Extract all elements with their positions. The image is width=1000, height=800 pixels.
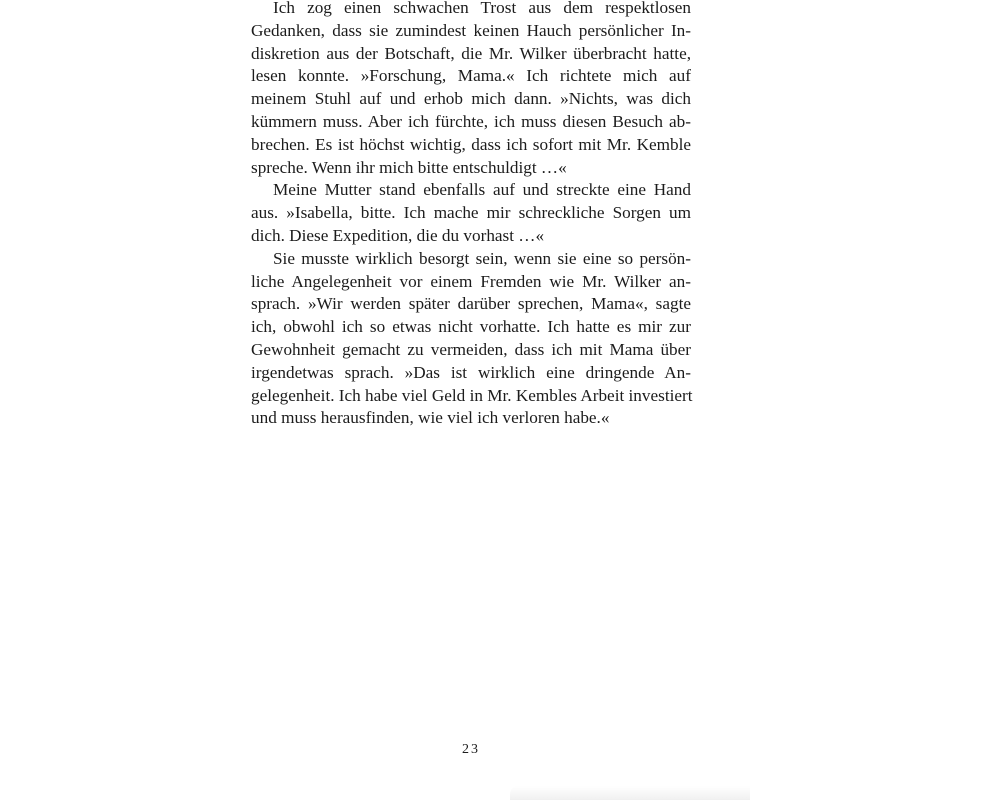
- text-line: kümmern muss. Aber ich fürchte, ich muss diesen Besuch ab-: [251, 111, 691, 131]
- text-line: Gewohnheit gemacht zu vermeiden, dass ich mit Mama über: [251, 339, 691, 359]
- text-line: gelegenheit. Ich habe viel Geld in Mr. Kembles Arbeit investiert: [251, 385, 693, 405]
- text-line: spreche. Wenn ihr mich bitte entschuldigt …«: [251, 157, 567, 177]
- body-text: [251, 0, 691, 430]
- text-line: dich. Diese Expedition, die du vorhast …«: [251, 225, 545, 245]
- text-line: liche Angelegenheit vor einem Fremden wie Mr. Wilker an-: [251, 271, 691, 291]
- text-line: Sie musste wirklich besorgt sein, wenn sie eine so persön-: [273, 248, 691, 268]
- paragraph: [251, 248, 691, 430]
- paragraph: [251, 0, 691, 179]
- text-line: Gedanken, dass sie zumindest keinen Hauch persönlicher In-: [251, 20, 691, 40]
- text-line: Meine Mutter stand ebenfalls auf und streckte eine Hand: [273, 180, 691, 200]
- paragraph: [251, 179, 691, 247]
- page-number: 23: [462, 742, 480, 757]
- page-edge-shadow: [510, 786, 750, 800]
- text-line: lesen konnte. »Forschung, Mama.« Ich richtete mich auf: [251, 66, 691, 86]
- text-line: brechen. Es ist höchst wichtig, dass ich sofort mit Mr. Kemble: [251, 134, 691, 154]
- text-line: und muss herausfinden, wie viel ich verloren habe.«: [251, 408, 610, 428]
- text-line: ich, obwohl ich so etwas nicht vorhatte. Ich hatte es mir zur: [251, 317, 691, 337]
- text-line: meinem Stuhl auf und erhob mich dann. »Nichts, was dich: [251, 89, 691, 109]
- text-line: irgendetwas sprach. »Das ist wirklich eine dringende An-: [251, 362, 691, 382]
- text-line: aus. »Isabella, bitte. Ich mache mir schreckliche Sorgen um: [251, 203, 691, 223]
- text-line: diskretion aus der Botschaft, die Mr. Wilker überbracht hatte,: [251, 43, 691, 63]
- text-line: Ich zog einen schwachen Trost aus dem respektlosen: [273, 0, 691, 17]
- text-line: sprach. »Wir werden später darüber sprechen, Mama«, sagte: [251, 294, 691, 314]
